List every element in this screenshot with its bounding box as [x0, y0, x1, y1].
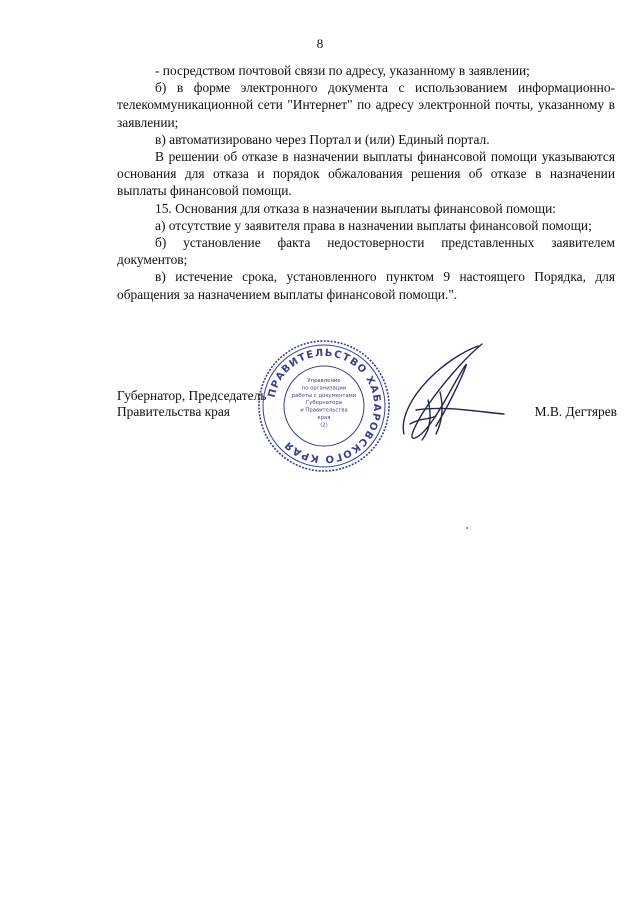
- paragraph-15-heading: 15. Основания для отказа в назначении выплаты финансовой помощи:: [155, 200, 556, 216]
- page-number: 8: [316, 36, 324, 51]
- seal-center-line: Управление: [307, 378, 341, 384]
- paragraph-postal: - посредством почтовой связи по адресу, указанному в заявлении;: [155, 63, 530, 78]
- seal-center-line: Губернатора: [306, 400, 342, 407]
- seal-center-line: по организации: [301, 385, 347, 392]
- seal-ring-text: ПРАВИТЕЛЬСТВО ХАБАРОВСКОГО КРАЯ: [266, 347, 383, 465]
- paragraph-15c: в) истечение срока, установленного пунктом 9 настоящего Порядка, для обращения за назначением выплаты финансовой помощи.".: [117, 269, 615, 302]
- signatory-title: [117, 388, 266, 420]
- signatory-title-line1: Губернатор, Председатель: [117, 388, 267, 403]
- seal-center-line: края: [317, 415, 331, 421]
- document-body: [117, 62, 615, 303]
- paragraph-15b: б) установление факта недостоверности представленных заявителем документов;: [117, 235, 615, 268]
- scan-speck: [466, 527, 468, 529]
- seal-center-line: (2): [320, 422, 328, 429]
- seal-center-text: [292, 378, 356, 428]
- signatory-name: М.В. Дегтярев: [534, 404, 617, 419]
- signatory-title-line2: Правительства края: [117, 404, 230, 419]
- paragraph-refusal-decision: В решении об отказе в назначении выплаты финансовой помощи указываются основания для отказа и порядок обжалования решения об отказе в назначении выплаты финансовой помощи.: [117, 149, 615, 199]
- paragraph-electronic: б) в форме электронного документа с использованием информационно-телекоммуникационной сети "Интернет" по адресу электронной почты, указанному в заявлении;: [117, 80, 615, 130]
- seal-center-line: и Правительства: [300, 407, 348, 414]
- paragraph-15a: а) отсутствие у заявителя права в назначении выплаты финансовой помощи;: [155, 217, 592, 233]
- handwritten-signature: [370, 330, 510, 450]
- seal-center-line: работы с документами: [291, 392, 357, 399]
- paragraph-portal: в) автоматизировано через Портал и (или) Единый портал.: [155, 131, 490, 147]
